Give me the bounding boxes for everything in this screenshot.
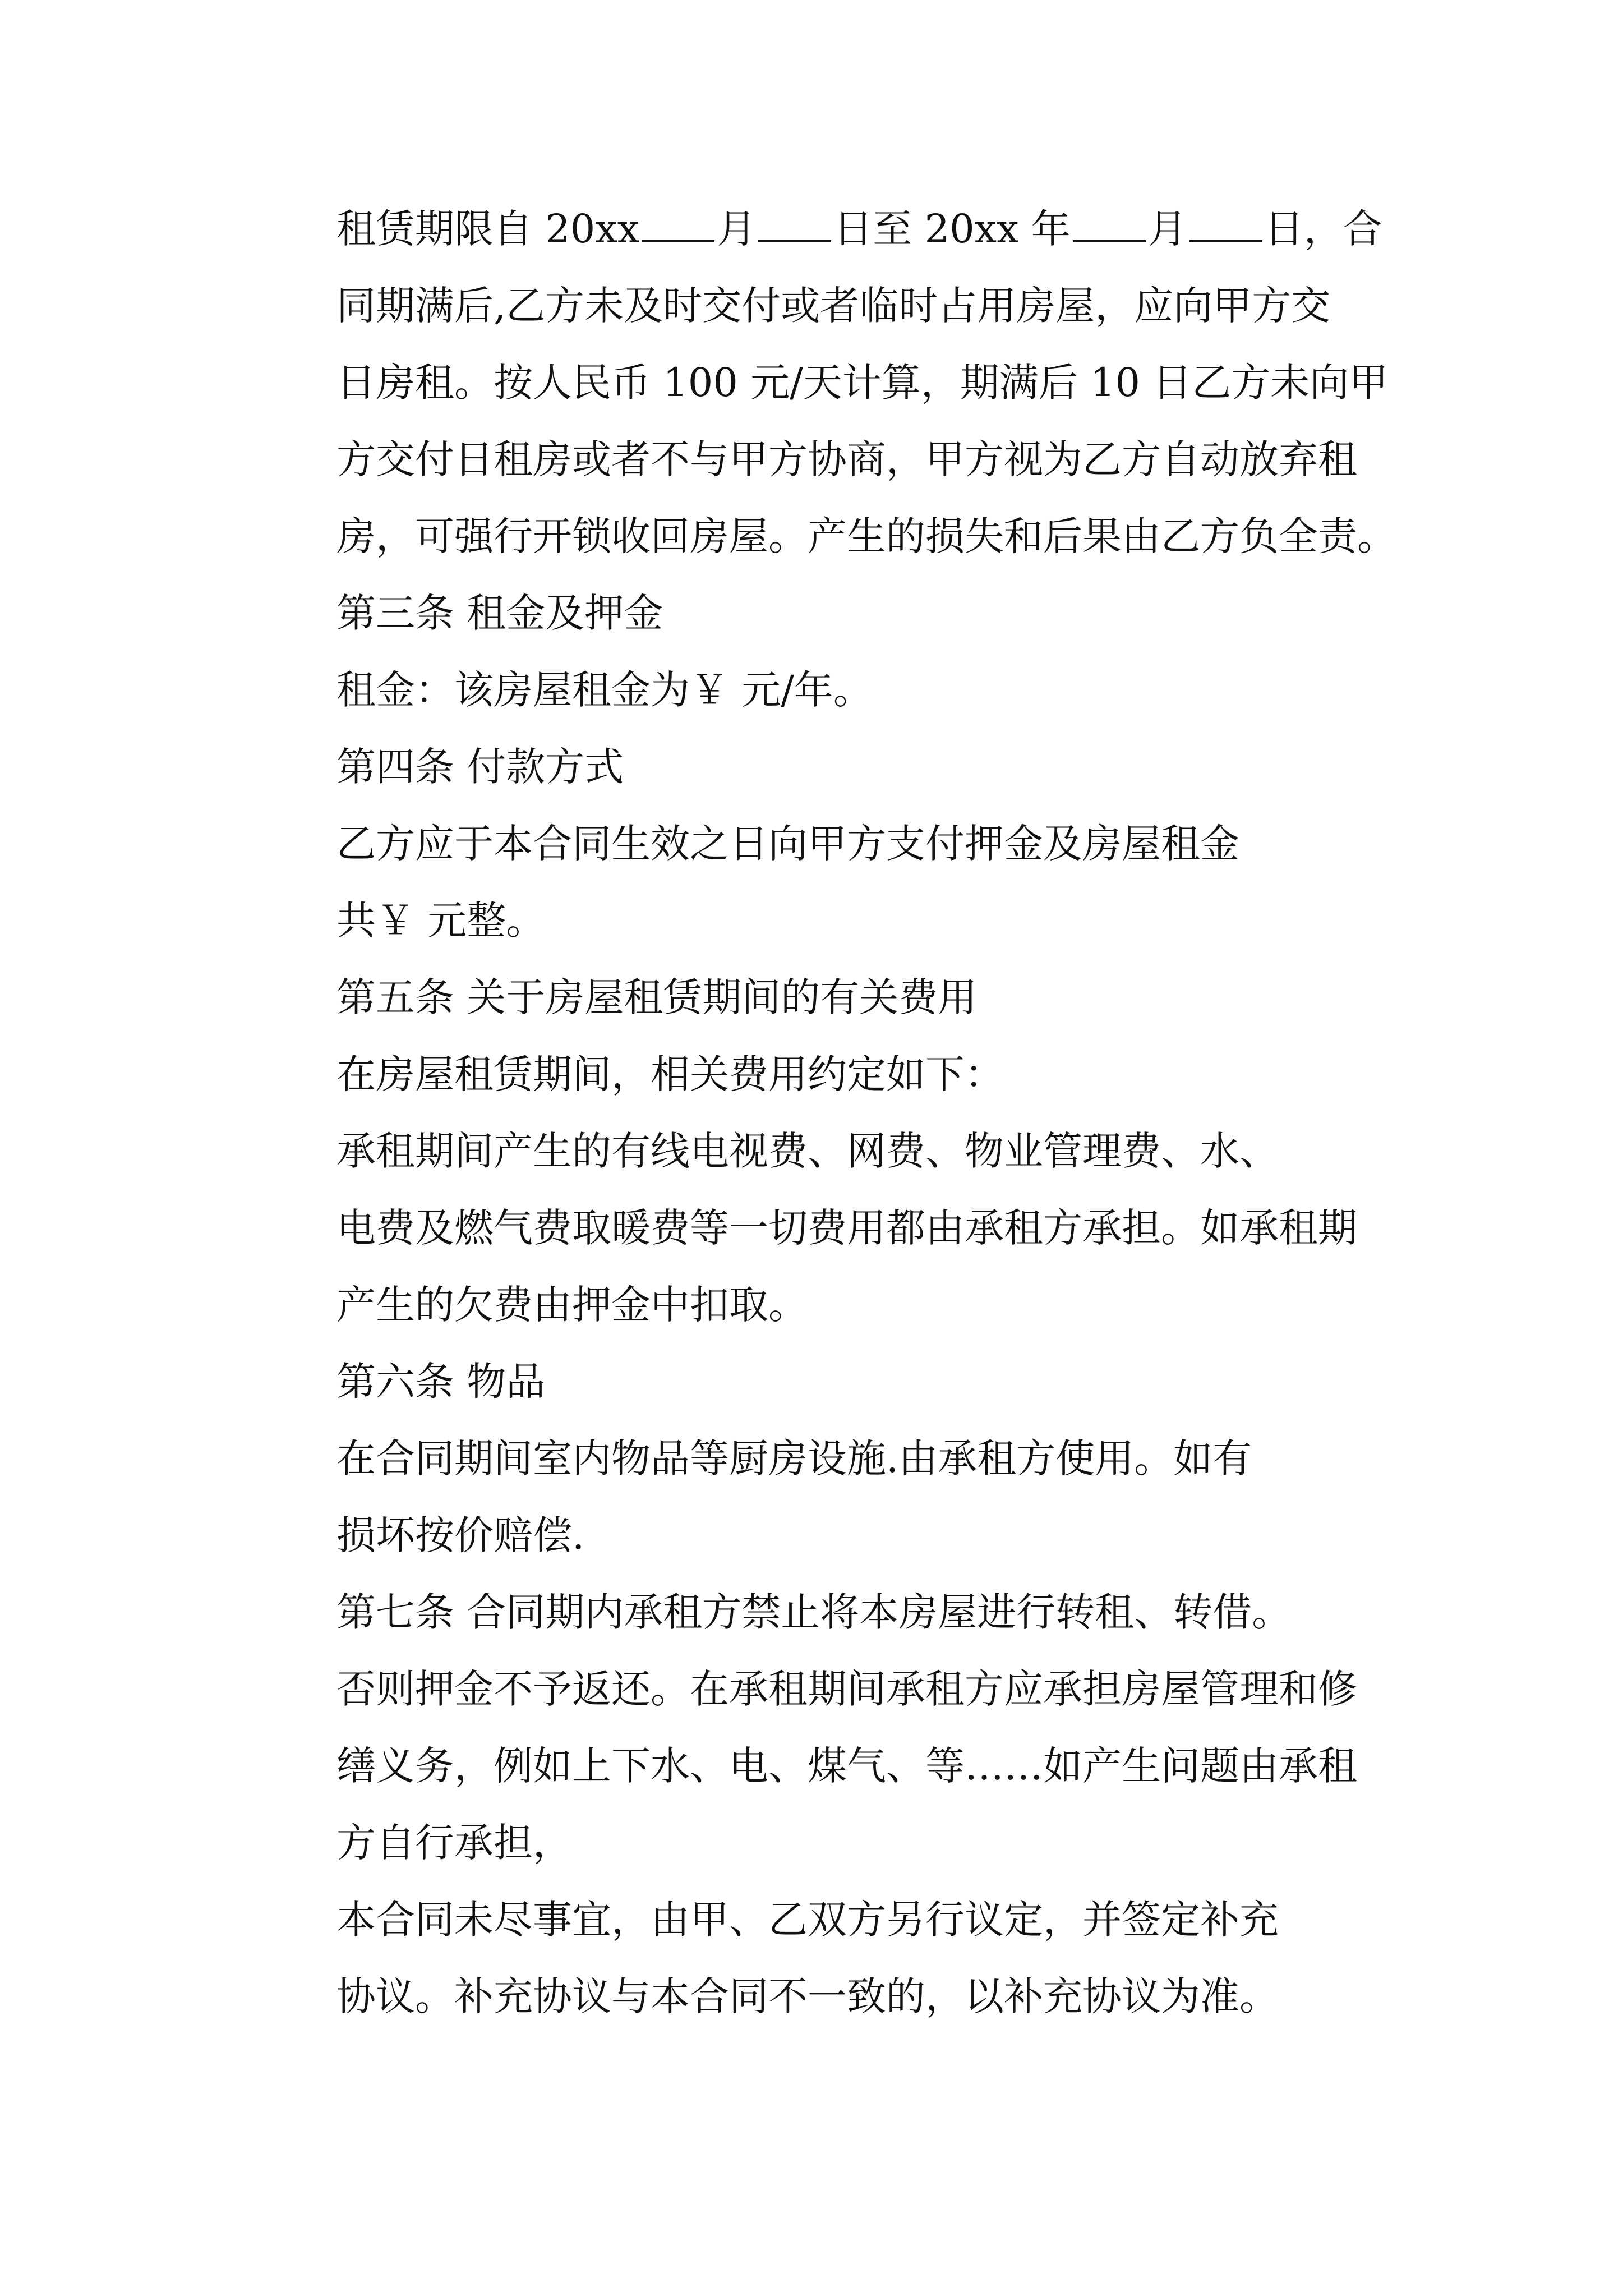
paragraph-line: 共￥ 元整。 bbox=[336, 898, 546, 944]
paragraph-line: 本合同未尽事宜，由甲、乙双方另行议定，并签定补充 bbox=[336, 1897, 1279, 1943]
paragraph-line: 房，可强行开锁收回房屋。产生的损失和后果由乙方负全责。 bbox=[336, 513, 1396, 559]
paragraph-line: 协议。补充协议与本合同不一致的，以补充协议为准。 bbox=[336, 1973, 1279, 2019]
paragraph-line: 同期满后,乙方未及时交付或者临时占用房屋，应向甲方交 bbox=[336, 283, 1331, 329]
fill-in-blank bbox=[1073, 208, 1146, 242]
paragraph-line: 产生的欠费由押金中扣取。 bbox=[336, 1282, 808, 1328]
paragraph-line: 电费及燃气费取暖费等一切费用都由承租方承担。如承租期 bbox=[336, 1205, 1357, 1251]
fill-in-blank bbox=[758, 208, 831, 242]
text-run: 月 bbox=[1147, 206, 1187, 252]
clause5-fees-paragraph bbox=[252, 1113, 1391, 1343]
paragraph-line: 方交付日租房或者不与甲方协商，甲方视为乙方自动放弃租 bbox=[336, 436, 1357, 482]
clause6-items-paragraph bbox=[252, 1420, 1391, 1574]
paragraph-line: 否则押金不予返还。在承租期间承租方应承担房屋管理和修 bbox=[336, 1666, 1357, 1712]
paragraph-line: 第七条 合同期内承租方禁止将本房屋进行转租、转借。 bbox=[336, 1589, 1292, 1635]
paragraph-line: 承租期间产生的有线电视费、网费、物业管理费、水、 bbox=[336, 1128, 1279, 1174]
text-run: 日至 20xx 年 bbox=[833, 206, 1071, 252]
paragraph-line: 日房租。按人民币 100 元/天计算，期满后 10 日乙方未向甲 bbox=[336, 360, 1389, 406]
closing-paragraph bbox=[252, 1881, 1391, 2035]
clause6-heading: 第六条 物品 bbox=[336, 1359, 546, 1405]
paragraph-line: 损坏按价赔偿. bbox=[336, 1512, 585, 1558]
paragraph-line bbox=[252, 191, 1391, 268]
paragraph-line: 方自行承担， bbox=[336, 1820, 572, 1866]
fill-in-blank bbox=[642, 208, 714, 242]
clause4-payment-paragraph bbox=[252, 806, 1391, 959]
text-run: 租赁期限自 20xx bbox=[336, 206, 640, 252]
document-body bbox=[252, 191, 1396, 2035]
clause3-rent-paragraph: 租金：该房屋租金为￥ 元/年。 bbox=[336, 667, 873, 713]
fill-in-blank bbox=[1189, 208, 1262, 242]
paragraph-line: 乙方应于本合同生效之日向甲方支付押金及房屋租金 bbox=[336, 821, 1239, 867]
clause3-heading: 第三条 租金及押金 bbox=[336, 590, 663, 636]
text-run: 月 bbox=[717, 206, 757, 252]
clause2-lease-term-paragraph bbox=[252, 191, 1396, 575]
clause5-intro-paragraph: 在房屋租赁期间，相关费用约定如下： bbox=[336, 1051, 1004, 1097]
paragraph-line: 缮义务，例如上下水、电、煤气、等……如产生问题由承租 bbox=[336, 1743, 1357, 1789]
paragraph-line: 在合同期间室内物品等厨房设施.由承租方使用。如有 bbox=[336, 1435, 1252, 1481]
clause5-heading: 第五条 关于房屋租赁期间的有关费用 bbox=[336, 974, 978, 1020]
clause4-heading: 第四条 付款方式 bbox=[336, 744, 624, 790]
text-run: 日，合 bbox=[1264, 206, 1382, 252]
clause7-sublet-paragraph bbox=[252, 1574, 1391, 1881]
